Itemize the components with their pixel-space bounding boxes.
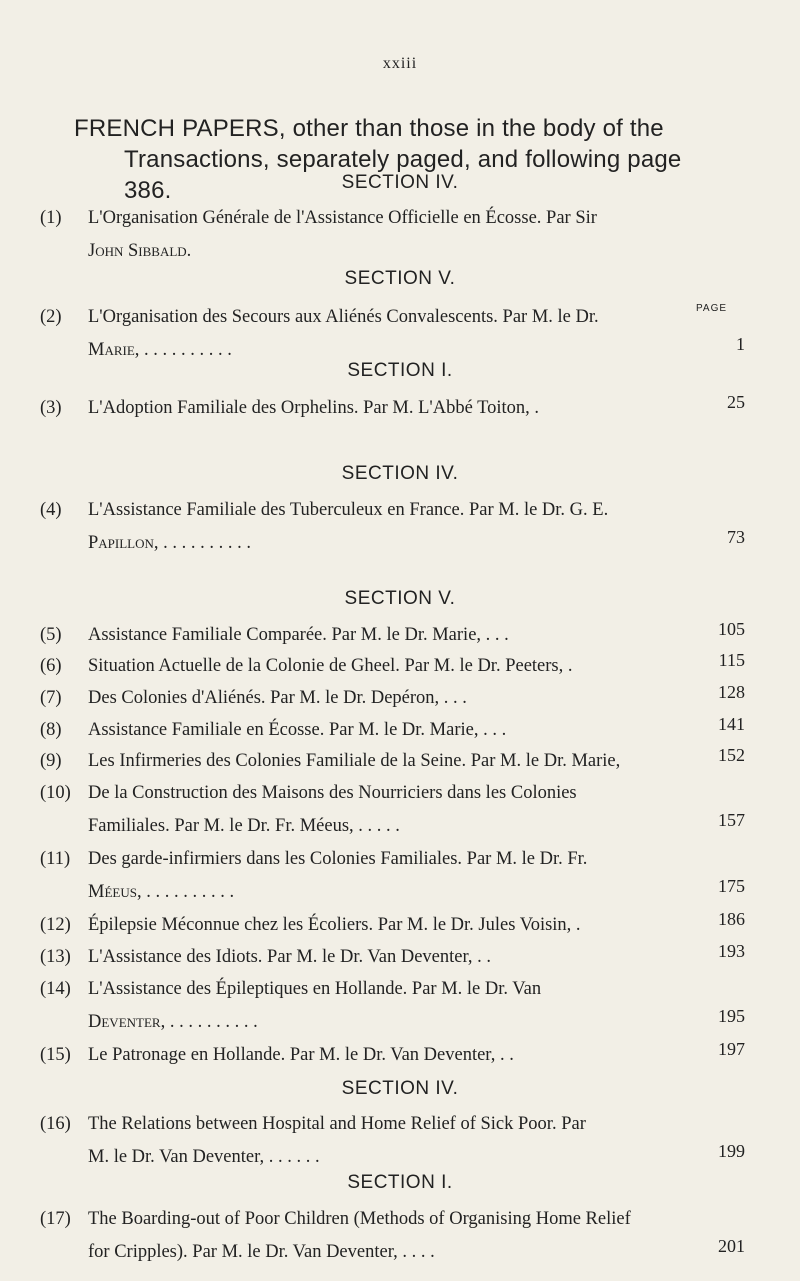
entry-title: The Relations between Hospital and Home Relief of Sick Poor. Par — [88, 1114, 586, 1134]
toc-entry[interactable] — [40, 843, 670, 909]
entry-title: Situation Actuelle de la Colonie de Gheel. Par M. le Dr. Peeters, . — [88, 656, 573, 676]
toc-entry[interactable] — [40, 650, 670, 683]
entry-number: (11) — [40, 849, 71, 869]
entry-title: The Boarding-out of Poor Children (Methods of Organising Home Relief — [88, 1209, 631, 1229]
entry-page: 105 — [718, 619, 745, 639]
page-number: xxiii — [382, 55, 418, 72]
entry-author: Deventer, . . . . . . . . . . — [88, 1012, 258, 1032]
entry-page: 195 — [718, 1006, 745, 1026]
entry-page: 128 — [718, 682, 745, 702]
entry-author: Marie, . . . . . . . . . . — [88, 340, 232, 360]
entry-title: Le Patronage en Hollande. Par M. le Dr. Van Deventer, . . — [88, 1045, 514, 1065]
entry-number: (13) — [40, 947, 71, 967]
entry-author: John Sibbald. — [88, 241, 192, 261]
entry-number: (4) — [40, 500, 62, 520]
toc-entry[interactable] — [40, 202, 670, 268]
toc-entry[interactable] — [40, 392, 670, 425]
entry-title: L'Assistance des Idiots. Par M. le Dr. Van Deventer, . . — [88, 947, 492, 967]
entry-title: Les Infirmeries des Colonies Familiale de la Seine. Par M. le Dr. Marie, — [88, 751, 621, 771]
section-heading: SECTION IV. — [341, 172, 459, 193]
entry-page: 157 — [718, 810, 745, 830]
toc-entry[interactable] — [40, 1039, 670, 1072]
entry-title: Assistance Familiale Comparée. Par M. le Dr. Marie, . . . — [88, 625, 509, 645]
entry-number: (17) — [40, 1209, 71, 1229]
entry-page: 73 — [727, 527, 745, 547]
entry-title: Épilepsie Méconnue chez les Écoliers. Par M. le Dr. Jules Voisin, . — [88, 915, 581, 935]
section-heading: SECTION IV. — [341, 1078, 459, 1099]
toc-entry[interactable] — [40, 1203, 670, 1269]
section-heading: SECTION I. — [347, 1172, 453, 1193]
entry-author: Méeus, . . . . . . . . . . — [88, 882, 235, 902]
entry-page: 186 — [718, 909, 745, 929]
entry-number: (3) — [40, 398, 62, 418]
entry-title: De la Construction des Maisons des Nourriciers dans les Colonies — [88, 783, 577, 803]
entry-number: (2) — [40, 307, 62, 327]
entry-title: L'Organisation des Secours aux Aliénés Convalescents. Par M. le Dr. — [88, 307, 599, 327]
entry-number: (8) — [40, 720, 62, 740]
entry-number: (1) — [40, 208, 62, 228]
entry-page: 25 — [727, 392, 745, 412]
entry-number: (12) — [40, 915, 71, 935]
entry-page: 152 — [718, 745, 745, 765]
entry-title: L'Organisation Générale de l'Assistance Officielle en Écosse. Par Sir — [88, 208, 597, 228]
entry-number: (6) — [40, 656, 62, 676]
entry-page: 141 — [718, 714, 745, 734]
toc-entry[interactable] — [40, 714, 670, 747]
entry-title: Des garde-infirmiers dans les Colonies Familiales. Par M. le Dr. Fr. — [88, 849, 588, 869]
toc-entry[interactable] — [40, 619, 670, 652]
toc-entry[interactable] — [40, 301, 670, 367]
toc-entry[interactable] — [40, 777, 670, 843]
entry-page: 175 — [718, 876, 745, 896]
toc-entry[interactable] — [40, 494, 670, 560]
entry-page: 1 — [736, 334, 745, 354]
entry-title: Des Colonies d'Aliénés. Par M. le Dr. Depéron, . . . — [88, 688, 467, 708]
toc-entry[interactable] — [40, 973, 670, 1039]
entry-number: (5) — [40, 625, 62, 645]
section-heading: SECTION IV. — [341, 463, 459, 484]
entry-title: L'Assistance des Épileptiques en Hollande. Par M. le Dr. Van — [88, 979, 542, 999]
toc-entry[interactable] — [40, 1108, 670, 1174]
entry-page: 199 — [718, 1141, 745, 1161]
entry-title: L'Assistance Familiale des Tuberculeux en France. Par M. le Dr. G. E. — [88, 500, 609, 520]
toc-entry[interactable] — [40, 909, 670, 942]
entry-number: (9) — [40, 751, 62, 771]
entry-page: 201 — [718, 1236, 745, 1256]
entry-number: (7) — [40, 688, 62, 708]
entry-page: 197 — [718, 1039, 745, 1059]
entry-author: Familiales. Par M. le Dr. Fr. Méeus, . . . . . — [88, 816, 400, 836]
entry-number: (10) — [40, 783, 71, 803]
section-heading: SECTION V. — [344, 588, 456, 609]
entry-author: M. le Dr. Van Deventer, . . . . . . — [88, 1147, 320, 1167]
toc-entry[interactable] — [40, 745, 670, 778]
entry-number: (16) — [40, 1114, 71, 1134]
toc-entry[interactable] — [40, 941, 670, 974]
entry-number: (15) — [40, 1045, 71, 1065]
entry-title: Assistance Familiale en Écosse. Par M. le Dr. Marie, . . . — [88, 720, 507, 740]
entry-author: for Cripples). Par M. le Dr. Van Deventer, . . . . — [88, 1242, 435, 1262]
section-heading: SECTION I. — [347, 360, 453, 381]
entry-page: 193 — [718, 941, 745, 961]
toc-entry[interactable] — [40, 682, 670, 715]
heading-line-2: Transactions, separately paged, and following page 386. — [124, 146, 682, 204]
entry-page: 115 — [718, 650, 745, 670]
page-column-label: PAGE — [696, 303, 728, 314]
entry-number: (14) — [40, 979, 71, 999]
heading-line-1: FRENCH PAPERS, other than those in the body of the — [74, 115, 664, 142]
section-heading: SECTION V. — [344, 268, 456, 289]
entry-title: L'Adoption Familiale des Orphelins. Par M. L'Abbé Toiton, . — [88, 398, 540, 418]
entry-author: Papillon, . . . . . . . . . . — [88, 533, 252, 553]
